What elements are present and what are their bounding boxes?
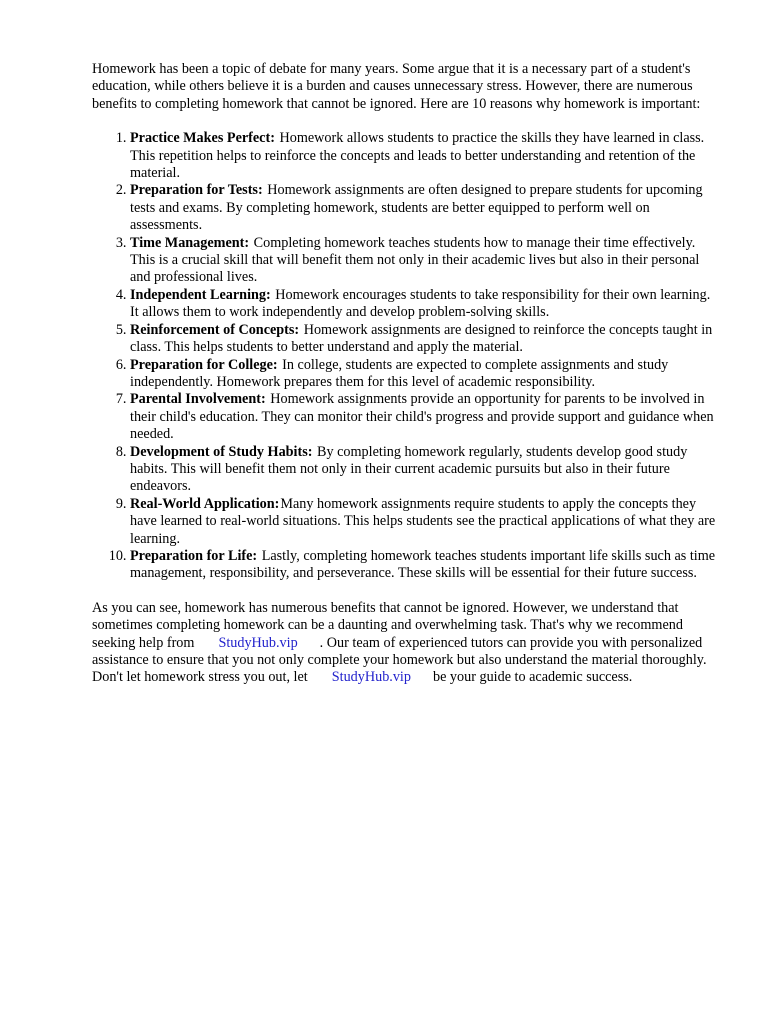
list-item [130, 235, 722, 287]
intro-paragraph: Homework has been a topic of debate for many years. Some argue that it is a necessary part of a student's education, while others believe it is a burden and causes unnecessary stress. However, there are numerous benefits to completing homework that cannot be ignored. Here are 10 reasons why homework is important: [92, 61, 701, 112]
list-item-term: Time Management: [130, 234, 250, 251]
list-item-text: In college, students are expected to complete assignments and study independently. Homework prepares them for this level of academic responsibility. [130, 356, 669, 390]
list-item [130, 287, 722, 322]
list-item-text: Lastly, completing homework teaches students important life skills such as time management, responsibility, and perseverance. These skills will be essential for their future success. [130, 547, 716, 582]
reasons-list [92, 130, 722, 583]
list-item-term: Development of Study Habits: [130, 443, 313, 460]
studyhub-link[interactable]: StudyHub.vip [218, 634, 298, 651]
list-item [130, 391, 722, 443]
list-item-text: Homework encourages students to take responsibility for their own learning. It allows them to work independently and develop problem-solving skills. [130, 286, 711, 321]
document-body [92, 61, 722, 687]
list-item-text: Homework assignments provide an opportunity for parents to be involved in their child's education. They can monitor their child's progress and provide support and guidance when needed. [130, 391, 714, 443]
list-item [130, 182, 722, 234]
studyhub-link-2[interactable]: StudyHub.vip [331, 669, 411, 686]
list-item-text: Completing homework teaches students how to manage their time effectively. This is a crucial skill that will benefit them not only in their academic lives but also in their personal and professional lives. [130, 234, 700, 286]
list-item [130, 444, 722, 496]
list-item-term: Preparation for Tests: [130, 182, 263, 199]
list-item-text: Homework allows students to practice the skills they have learned in class. This repetition helps to reinforce the concepts and leads to better understanding and retention of the material. [130, 130, 705, 182]
list-item [130, 548, 722, 583]
list-item [130, 130, 722, 182]
list-item-term: Independent Learning: [130, 286, 271, 303]
list-item [130, 322, 722, 357]
list-item-term: Parental Involvement: [130, 391, 266, 408]
list-item-text: Homework assignments are often designed to prepare students for upcoming tests and exams. By completing homework, students are better equipped to perform well on assessments. [130, 182, 703, 234]
list-item-term: Reinforcement of Concepts: [130, 321, 300, 338]
conclusion-paragraph [92, 600, 722, 687]
list-item-term: Practice Makes Perfect: [130, 130, 275, 147]
list-item-text: By completing homework regularly, students develop good study habits. This will benefit them not only in their current academic pursuits but also in their future endeavors. [130, 443, 688, 495]
list-item-text: Many homework assignments require students to apply the concepts they have learned to real-world situations. This helps students see the practical applications of what they are learning. [130, 495, 716, 547]
conclusion-text-1: As you can see, homework has numerous benefits that cannot be ignored. However, we understand that sometimes completing homework can be a daunting and overwhelming task. That's why we recommend seeking help from [92, 599, 683, 651]
list-item-term: Real-World Application: [130, 495, 280, 512]
list-item-term: Preparation for Life: [130, 547, 258, 564]
list-item [130, 496, 722, 548]
conclusion-text-3: be your guide to academic success. [432, 669, 633, 686]
list-item-text: Homework assignments are designed to reinforce the concepts taught in class. This helps students to better understand and apply the material. [130, 321, 713, 356]
list-item-term: Preparation for College: [130, 356, 278, 373]
conclusion-text-2: . Our team of experienced tutors can provide you with personalized assistance to ensure that you not only complete your homework but also understand the material thoroughly. Don't let homework stress you out, let [92, 634, 707, 686]
list-item [130, 357, 722, 392]
